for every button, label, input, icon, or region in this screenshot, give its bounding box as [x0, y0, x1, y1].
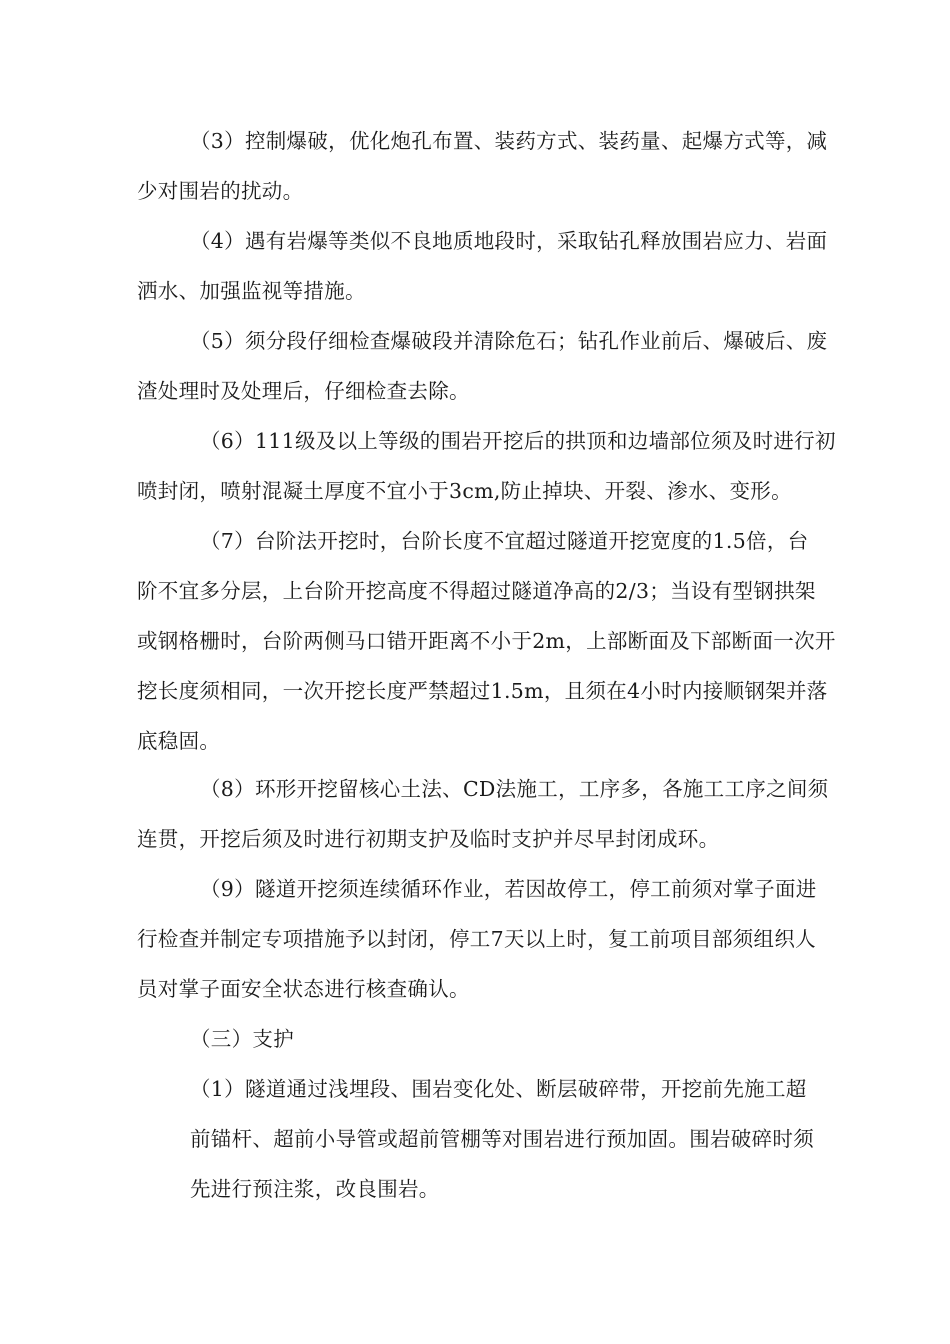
paragraph-9-line-3: 员对掌子面安全状态进行核查确认。 [137, 977, 470, 1001]
paragraph-7-line-5: 底稳固。 [137, 729, 221, 753]
paragraph-9-line-1: （9）隧道开挖须连续循环作业，若因故停工，停工前须对掌子面进 [200, 877, 817, 901]
paragraph-6-line-1: （6）111级及以上等级的围岩开挖后的拱顶和边墙部位须及时进行初 [200, 429, 836, 453]
paragraph-4-line-1: （4）遇有岩爆等类似不良地质地段时，采取钻孔释放围岩应力、岩面 [190, 229, 828, 253]
paragraph-5-line-1: （5）须分段仔细检查爆破段并清除危石；钻孔作业前后、爆破后、废 [190, 329, 828, 353]
paragraph-4-line-2: 洒水、加强监视等措施。 [137, 279, 366, 303]
paragraph-8-line-1: （8）环形开挖留核心土法、CD法施工，工序多，各施工工序之间须 [200, 777, 829, 801]
paragraph-support-1-line-2: 前锚杆、超前小导管或超前管棚等对围岩进行预加固。围岩破碎时须 [190, 1127, 814, 1151]
paragraph-7-line-3: 或钢格栅时，台阶两侧马口错开距离不小于2m，上部断面及下部断面一次开 [137, 629, 836, 653]
paragraph-7-line-4: 挖长度须相同，一次开挖长度严禁超过1.5m，且须在4小时内接顺钢架并落 [137, 679, 828, 703]
paragraph-3-line-1: （3）控制爆破，优化炮孔布置、装药方式、装药量、起爆方式等，减 [190, 129, 828, 153]
paragraph-9-line-2: 行检查并制定专项措施予以封闭，停工7天以上时，复工前项目部须组织人 [137, 927, 816, 951]
paragraph-6-line-2: 喷封闭，喷射混凝土厚度不宜小于3cm,防止掉块、开裂、渗水、变形。 [137, 479, 792, 503]
paragraph-8-line-2: 连贯，开挖后须及时进行初期支护及临时支护并尽早封闭成环。 [137, 827, 720, 851]
section-heading-support: （三）支护 [190, 1027, 294, 1051]
paragraph-support-1-line-3: 先进行预注浆，改良围岩。 [190, 1177, 440, 1201]
paragraph-7-line-1: （7）台阶法开挖时，台阶长度不宜超过隧道开挖宽度的1.5倍，台 [200, 529, 809, 553]
paragraph-5-line-2: 渣处理时及处理后，仔细检查去除。 [137, 379, 470, 403]
paragraph-3-line-2: 少对围岩的扰动。 [137, 179, 304, 203]
paragraph-support-1-line-1: （1）隧道通过浅埋段、围岩变化处、断层破碎带，开挖前先施工超 [190, 1077, 807, 1101]
paragraph-7-line-2: 阶不宜多分层，上台阶开挖高度不得超过隧道净高的2/3；当设有型钢拱架 [137, 579, 816, 603]
